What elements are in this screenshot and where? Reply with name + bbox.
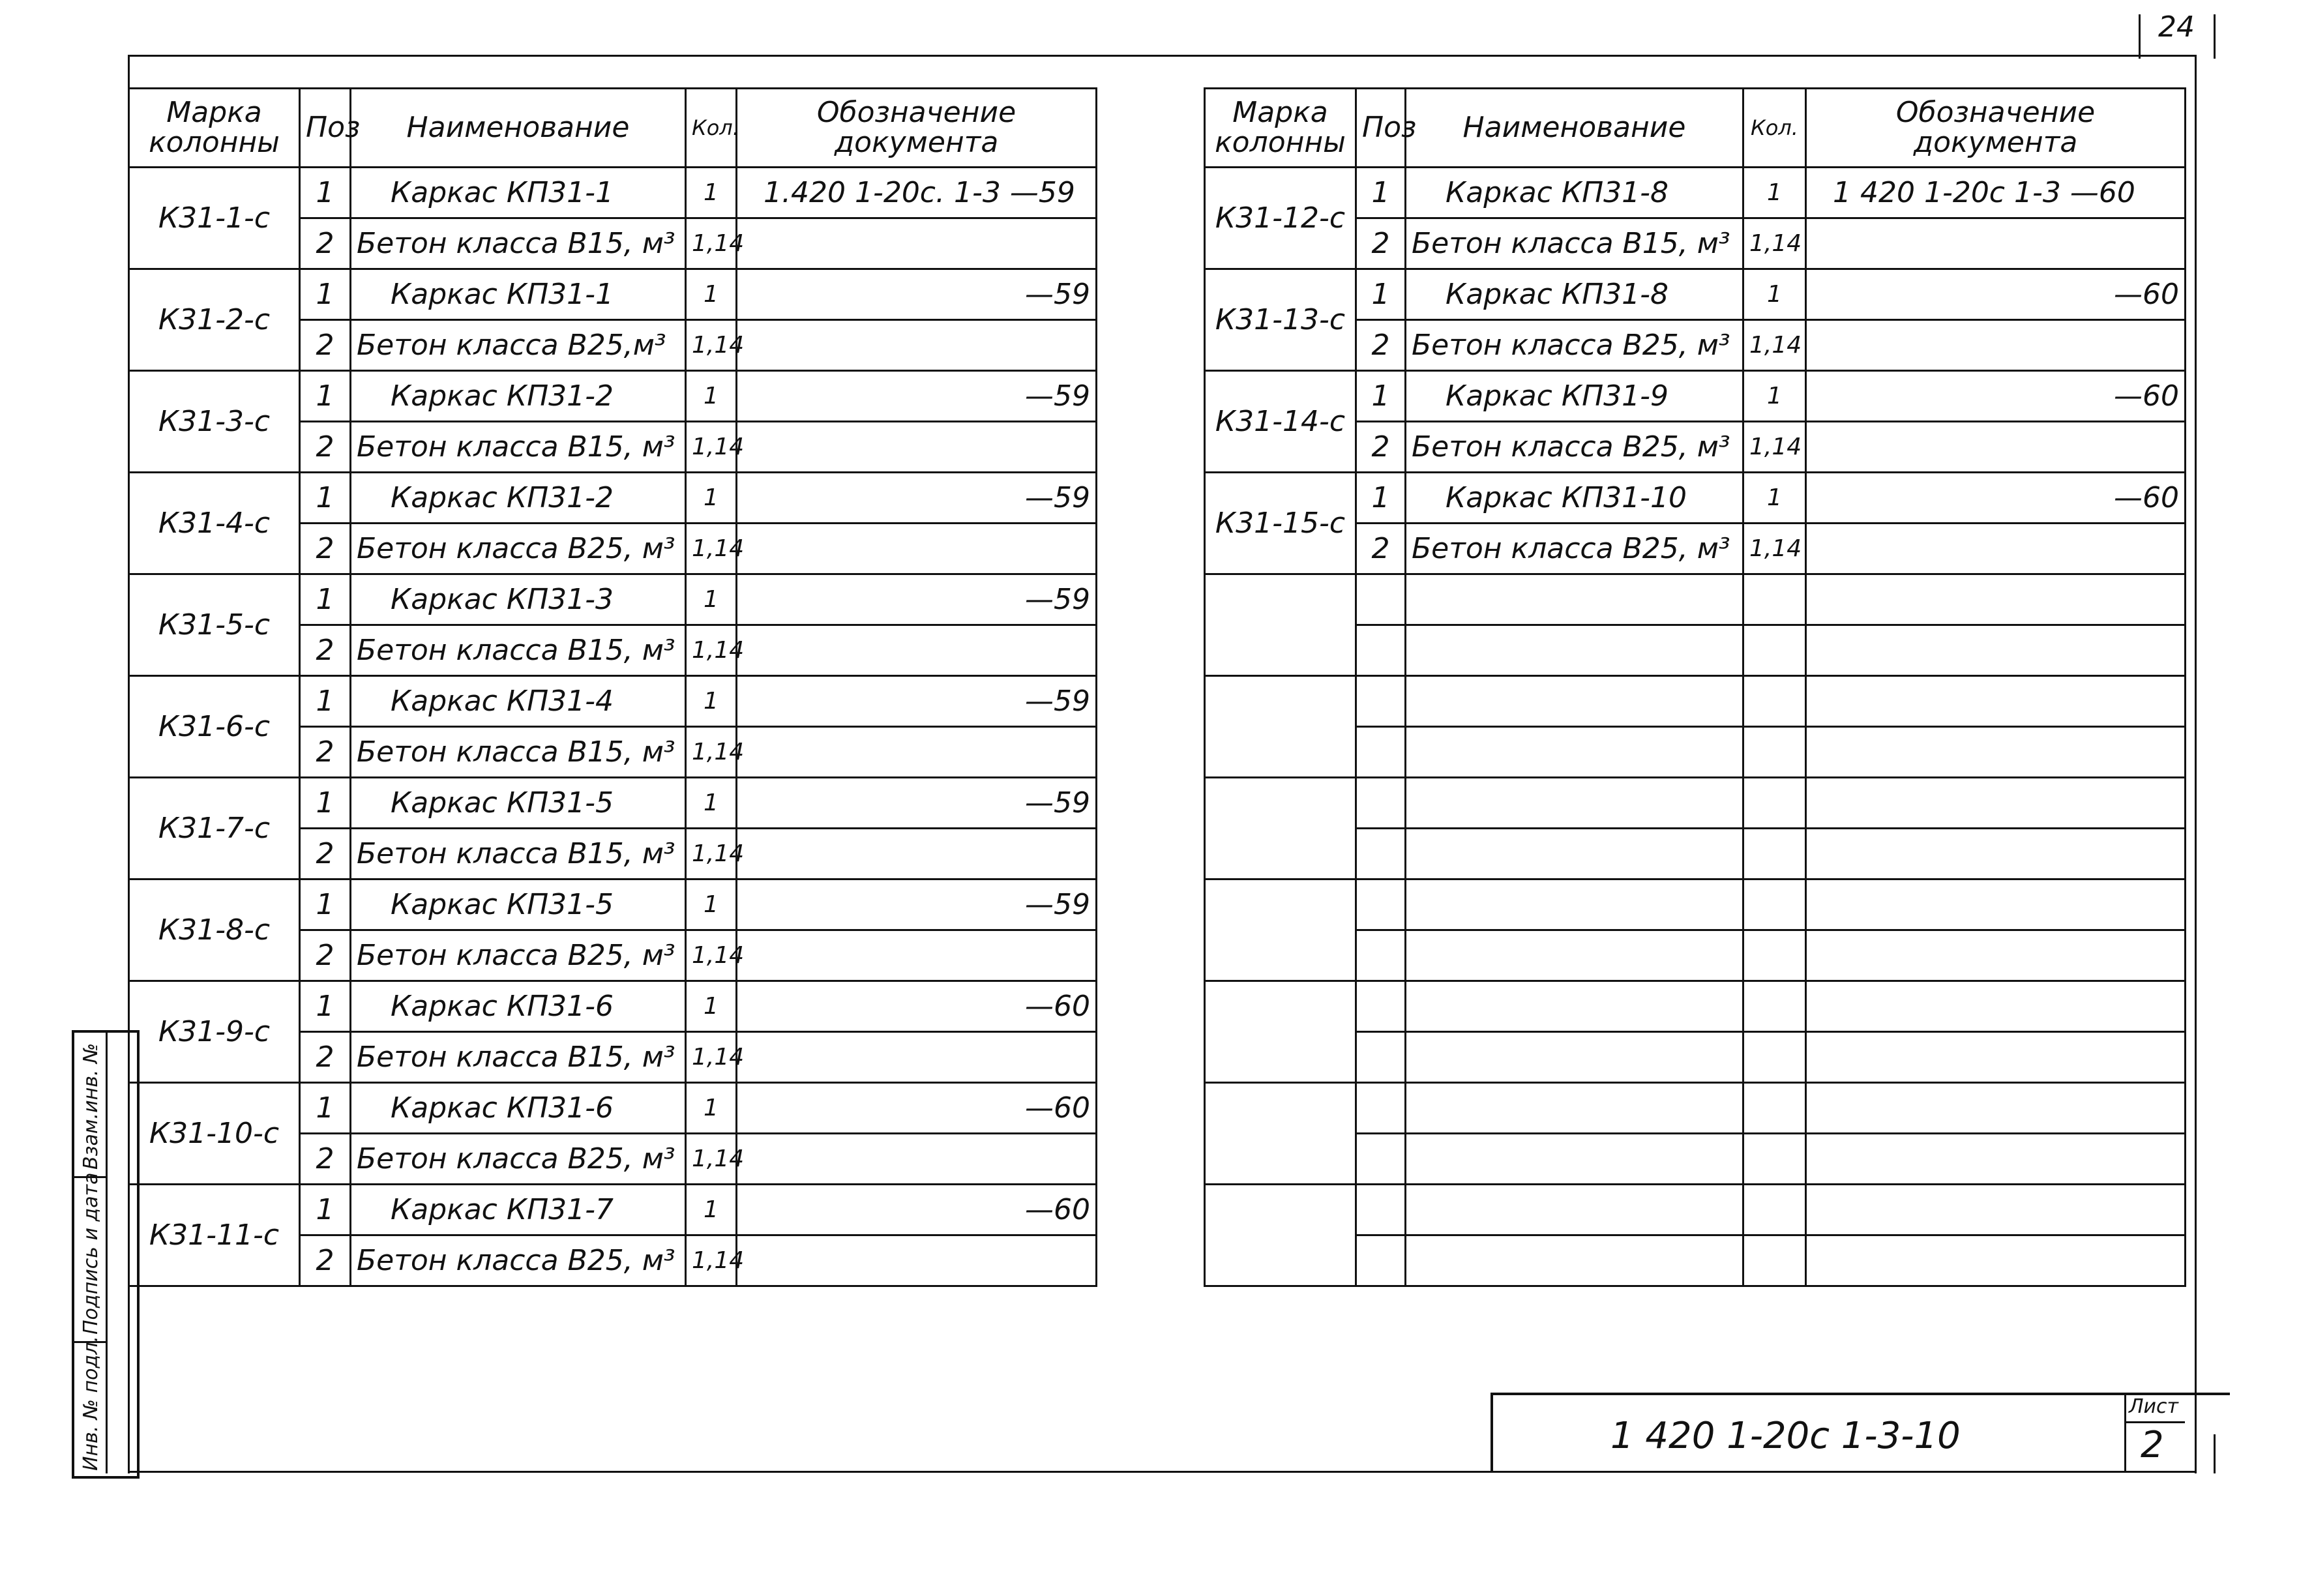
cell-empty — [1743, 930, 1806, 981]
cell-empty — [1356, 676, 1406, 727]
cell-qty: 1,14 — [686, 930, 737, 981]
cell-name: Бетон класса В15, м³ — [351, 625, 686, 676]
cell-mark: К31-4-с — [129, 473, 300, 574]
header-pos: Поз — [300, 89, 351, 168]
cell-empty — [1806, 829, 2186, 879]
header-qty: Кол. — [1743, 89, 1806, 168]
cell-qty: 1 — [1743, 473, 1806, 524]
cell-empty — [1743, 829, 1806, 879]
empty-table-row — [1205, 981, 2186, 1032]
cell-doc — [737, 422, 1097, 473]
table-row — [129, 676, 1097, 727]
cell-empty — [1743, 1134, 1806, 1185]
cell-qty: 1,14 — [1743, 524, 1806, 574]
cell-mark: К31-9-с — [129, 981, 300, 1083]
cell-empty — [1356, 829, 1406, 879]
cell-mark: К31-6-с — [129, 676, 300, 778]
cell-pos: 1 — [300, 371, 351, 422]
sheet-number: 2 — [2141, 1424, 2164, 1466]
cell-qty: 1 — [686, 1185, 737, 1235]
cell-name: Бетон класса В25, м³ — [1406, 422, 1743, 473]
cell-doc — [1806, 320, 2186, 371]
cell-qty: 1 — [686, 269, 737, 320]
cell-mark: К31-1-с — [129, 168, 300, 269]
cell-name: Каркас КП31-7 — [351, 1185, 686, 1235]
cell-mark — [1205, 1083, 1356, 1185]
cell-qty: 1,14 — [686, 1032, 737, 1083]
cell-empty — [1806, 930, 2186, 981]
side-stamp-cell — [74, 1033, 106, 1178]
cell-mark: К31-14-с — [1205, 371, 1356, 473]
table-row — [1205, 371, 2186, 422]
cell-doc — [737, 524, 1097, 574]
cell-name: Каркас КП31-8 — [1406, 168, 1743, 218]
cell-empty — [1406, 1185, 1743, 1235]
cell-name: Бетон класса В15, м³ — [1406, 218, 1743, 269]
cell-empty — [1806, 727, 2186, 778]
cell-doc: —59 — [737, 371, 1097, 422]
cell-qty: 1,14 — [686, 727, 737, 778]
cell-doc — [737, 320, 1097, 371]
empty-table-row — [1205, 879, 2186, 930]
cell-empty — [1406, 727, 1743, 778]
table-row — [129, 269, 1097, 320]
cell-mark: К31-12-с — [1205, 168, 1356, 269]
table-row — [129, 473, 1097, 524]
cell-name: Бетон класса В25, м³ — [351, 1134, 686, 1185]
cell-empty — [1356, 879, 1406, 930]
cell-qty: 1,14 — [1743, 422, 1806, 473]
side-stamp-divider — [106, 1033, 108, 1473]
cell-qty: 1,14 — [686, 1134, 737, 1185]
cell-doc: —60 — [1806, 473, 2186, 524]
cell-name: Каркас КП31-5 — [351, 879, 686, 930]
cell-doc: 1 420 1-20с 1-3 —60 — [1806, 168, 2186, 218]
cell-doc: 1.420 1-20с. 1-3 —59 — [737, 168, 1097, 218]
cell-empty — [1806, 981, 2186, 1032]
cell-pos: 1 — [300, 1083, 351, 1134]
cell-qty: 1 — [686, 676, 737, 727]
cell-doc: —60 — [737, 1083, 1097, 1134]
cell-empty — [1743, 778, 1806, 829]
cell-doc: —60 — [1806, 269, 2186, 320]
cell-doc: —59 — [737, 778, 1097, 829]
side-stamp-text-3: Инв. № подл. — [80, 1336, 102, 1471]
cell-doc — [1806, 218, 2186, 269]
cell-mark — [1205, 1185, 1356, 1286]
table-row — [129, 574, 1097, 625]
cell-pos: 2 — [300, 1235, 351, 1286]
cell-qty: 1,14 — [686, 524, 737, 574]
cell-mark — [1205, 574, 1356, 676]
cell-empty — [1406, 574, 1743, 625]
table-row — [129, 879, 1097, 930]
cell-empty — [1806, 574, 2186, 625]
frame-top-line — [128, 55, 2195, 57]
table-row — [129, 1083, 1097, 1134]
cell-doc: —60 — [1806, 371, 2186, 422]
cell-name: Каркас КП31-10 — [1406, 473, 1743, 524]
table-row — [129, 981, 1097, 1032]
cell-empty — [1806, 1235, 2186, 1286]
frame-right-tick — [2214, 14, 2216, 59]
frame-right-line — [2195, 55, 2197, 1473]
table-row — [129, 1185, 1097, 1235]
cell-empty — [1356, 625, 1406, 676]
cell-name: Бетон класса В25, м³ — [351, 930, 686, 981]
cell-qty: 1,14 — [686, 1235, 737, 1286]
cell-doc: —60 — [737, 1185, 1097, 1235]
cell-pos: 1 — [1356, 473, 1406, 524]
cell-empty — [1743, 574, 1806, 625]
cell-name: Каркас КП31-6 — [351, 981, 686, 1032]
cell-empty — [1356, 981, 1406, 1032]
page-number-tick — [2139, 14, 2141, 59]
cell-empty — [1806, 625, 2186, 676]
cell-qty: 1 — [1743, 168, 1806, 218]
cell-name: Каркас КП31-6 — [351, 1083, 686, 1134]
cell-empty — [1406, 1134, 1743, 1185]
cell-qty: 1 — [686, 981, 737, 1032]
cell-pos: 1 — [300, 1185, 351, 1235]
cell-name: Каркас КП31-2 — [351, 371, 686, 422]
cell-pos: 1 — [1356, 371, 1406, 422]
cell-doc — [737, 1134, 1097, 1185]
cell-doc: —59 — [737, 269, 1097, 320]
page-number: 24 — [2158, 10, 2195, 44]
cell-qty: 1,14 — [1743, 218, 1806, 269]
table-header-row — [129, 89, 1097, 168]
cell-empty — [1406, 676, 1743, 727]
cell-pos: 2 — [300, 320, 351, 371]
cell-empty — [1406, 625, 1743, 676]
header-name: Наименование — [1406, 89, 1743, 168]
cell-pos: 2 — [300, 930, 351, 981]
cell-mark — [1205, 778, 1356, 879]
table-row — [1205, 269, 2186, 320]
cell-qty: 1 — [1743, 269, 1806, 320]
side-stamp-text-2: Подпись и дата — [80, 1172, 102, 1335]
side-stamp-cell — [74, 1336, 106, 1473]
cell-mark: К31-3-с — [129, 371, 300, 473]
cell-empty — [1356, 1083, 1406, 1134]
cell-doc — [737, 727, 1097, 778]
cell-empty — [1356, 727, 1406, 778]
cell-doc: —59 — [737, 676, 1097, 727]
cell-qty: 1 — [686, 778, 737, 829]
side-stamp-cell — [74, 1172, 106, 1343]
cell-doc — [737, 829, 1097, 879]
header-pos: Поз — [1356, 89, 1406, 168]
cell-doc: —59 — [737, 473, 1097, 524]
cell-pos: 2 — [1356, 320, 1406, 371]
cell-pos: 1 — [1356, 269, 1406, 320]
cell-doc: —59 — [737, 574, 1097, 625]
header-name: Наименование — [351, 89, 686, 168]
cell-empty — [1806, 879, 2186, 930]
cell-name: Каркас КП31-3 — [351, 574, 686, 625]
cell-pos: 2 — [1356, 422, 1406, 473]
cell-pos: 2 — [300, 524, 351, 574]
table-row — [1205, 168, 2186, 218]
cell-qty: 1 — [686, 1083, 737, 1134]
cell-empty — [1356, 930, 1406, 981]
cell-empty — [1406, 829, 1743, 879]
cell-pos: 2 — [1356, 524, 1406, 574]
cell-mark — [1205, 676, 1356, 778]
cell-doc: —60 — [737, 981, 1097, 1032]
empty-table-row — [1205, 574, 2186, 625]
cell-qty: 1 — [686, 168, 737, 218]
cell-pos: 1 — [300, 676, 351, 727]
cell-qty: 1 — [686, 371, 737, 422]
specification-table-right — [1204, 87, 2186, 1287]
sheet-box — [2124, 1393, 2185, 1472]
cell-empty — [1406, 981, 1743, 1032]
cell-pos: 2 — [300, 829, 351, 879]
cell-doc: —59 — [737, 879, 1097, 930]
cell-empty — [1356, 1032, 1406, 1083]
cell-empty — [1743, 727, 1806, 778]
table-row — [1205, 473, 2186, 524]
cell-empty — [1356, 1185, 1406, 1235]
document-code: 1 420 1-20с 1-3-10 — [1610, 1415, 1961, 1457]
cell-pos: 2 — [300, 727, 351, 778]
cell-empty — [1743, 625, 1806, 676]
cell-empty — [1406, 1032, 1743, 1083]
cell-empty — [1743, 676, 1806, 727]
cell-pos: 1 — [300, 269, 351, 320]
cell-pos: 2 — [300, 422, 351, 473]
cell-mark: К31-10-с — [129, 1083, 300, 1185]
cell-pos: 1 — [1356, 168, 1406, 218]
cell-name: Бетон класса В25, м³ — [1406, 524, 1743, 574]
header-doc: Обозначение документа — [737, 89, 1097, 168]
cell-pos: 2 — [300, 1032, 351, 1083]
cell-name: Каркас КП31-9 — [1406, 371, 1743, 422]
cell-doc — [737, 218, 1097, 269]
cell-qty: 1,14 — [686, 625, 737, 676]
cell-name: Бетон класса В25,м³ — [351, 320, 686, 371]
cell-qty: 1,14 — [1743, 320, 1806, 371]
cell-pos: 1 — [300, 574, 351, 625]
cell-empty — [1806, 676, 2186, 727]
cell-empty — [1806, 1134, 2186, 1185]
cell-empty — [1743, 981, 1806, 1032]
cell-qty: 1,14 — [686, 218, 737, 269]
header-qty: Кол. — [686, 89, 737, 168]
cell-name: Каркас КП31-5 — [351, 778, 686, 829]
cell-empty — [1356, 1235, 1406, 1286]
cell-doc — [1806, 524, 2186, 574]
cell-doc — [737, 930, 1097, 981]
cell-qty: 1 — [686, 473, 737, 524]
cell-mark: К31-5-с — [129, 574, 300, 676]
header-mark: Марка колонны — [129, 89, 300, 168]
table-row — [129, 778, 1097, 829]
cell-name: Бетон класса В15, м³ — [351, 422, 686, 473]
cell-name: Бетон класса В15, м³ — [351, 727, 686, 778]
cell-mark: К31-11-с — [129, 1185, 300, 1286]
cell-name: Бетон класса В25, м³ — [351, 524, 686, 574]
side-stamp — [72, 1030, 140, 1479]
cell-name: Бетон класса В15, м³ — [351, 1032, 686, 1083]
cell-empty — [1406, 1235, 1743, 1286]
cell-pos: 1 — [300, 981, 351, 1032]
cell-pos: 1 — [300, 473, 351, 524]
cell-empty — [1806, 778, 2186, 829]
cell-qty: 1 — [686, 879, 737, 930]
specification-table-left — [128, 87, 1097, 1287]
cell-name: Каркас КП31-4 — [351, 676, 686, 727]
cell-doc — [737, 625, 1097, 676]
cell-mark: К31-15-с — [1205, 473, 1356, 574]
cell-empty — [1356, 574, 1406, 625]
cell-pos: 2 — [300, 218, 351, 269]
header-mark: Марка колонны — [1205, 89, 1356, 168]
cell-empty — [1743, 1185, 1806, 1235]
cell-name: Каркас КП31-2 — [351, 473, 686, 524]
cell-name: Каркас КП31-1 — [351, 168, 686, 218]
cell-name: Каркас КП31-8 — [1406, 269, 1743, 320]
cell-mark — [1205, 879, 1356, 981]
cell-empty — [1743, 1235, 1806, 1286]
cell-doc — [737, 1235, 1097, 1286]
cell-empty — [1743, 1032, 1806, 1083]
cell-qty: 1,14 — [686, 829, 737, 879]
cell-pos: 1 — [300, 778, 351, 829]
cell-pos: 1 — [300, 879, 351, 930]
cell-empty — [1406, 930, 1743, 981]
cell-empty — [1806, 1083, 2186, 1134]
cell-mark: К31-7-с — [129, 778, 300, 879]
cell-qty: 1 — [686, 574, 737, 625]
cell-pos: 2 — [1356, 218, 1406, 269]
table-row — [129, 371, 1097, 422]
header-doc: Обозначение документа — [1806, 89, 2186, 168]
empty-table-row — [1205, 1083, 2186, 1134]
sheet-divider — [2126, 1421, 2185, 1423]
cell-qty: 1,14 — [686, 320, 737, 371]
cell-qty: 1,14 — [686, 422, 737, 473]
side-stamp-text-1: Взам.инв. № — [80, 1042, 102, 1170]
title-block — [1491, 1393, 2230, 1472]
cell-empty — [1406, 1083, 1743, 1134]
empty-table-row — [1205, 778, 2186, 829]
empty-table-row — [1205, 1185, 2186, 1235]
cell-pos: 2 — [300, 1134, 351, 1185]
cell-empty — [1743, 1083, 1806, 1134]
cell-name: Каркас КП31-1 — [351, 269, 686, 320]
cell-empty — [1406, 778, 1743, 829]
cell-mark — [1205, 981, 1356, 1083]
table-row — [129, 168, 1097, 218]
cell-mark: К31-13-с — [1205, 269, 1356, 371]
cell-mark: К31-8-с — [129, 879, 300, 981]
cell-doc — [1806, 422, 2186, 473]
cell-doc — [737, 1032, 1097, 1083]
cell-mark: К31-2-с — [129, 269, 300, 371]
cell-name: Бетон класса В25, м³ — [351, 1235, 686, 1286]
empty-table-row — [1205, 676, 2186, 727]
cell-name: Бетон класса В25, м³ — [1406, 320, 1743, 371]
cell-pos: 1 — [300, 168, 351, 218]
cell-pos: 2 — [300, 625, 351, 676]
cell-name: Бетон класса В15, м³ — [351, 829, 686, 879]
cell-empty — [1406, 879, 1743, 930]
cell-empty — [1806, 1185, 2186, 1235]
cell-empty — [1356, 778, 1406, 829]
cell-empty — [1806, 1032, 2186, 1083]
sheet-label: Лист — [2129, 1395, 2179, 1418]
table-header-row — [1205, 89, 2186, 168]
cell-empty — [1743, 879, 1806, 930]
cell-qty: 1 — [1743, 371, 1806, 422]
cell-name: Бетон класса В15, м³ — [351, 218, 686, 269]
cell-empty — [1356, 1134, 1406, 1185]
